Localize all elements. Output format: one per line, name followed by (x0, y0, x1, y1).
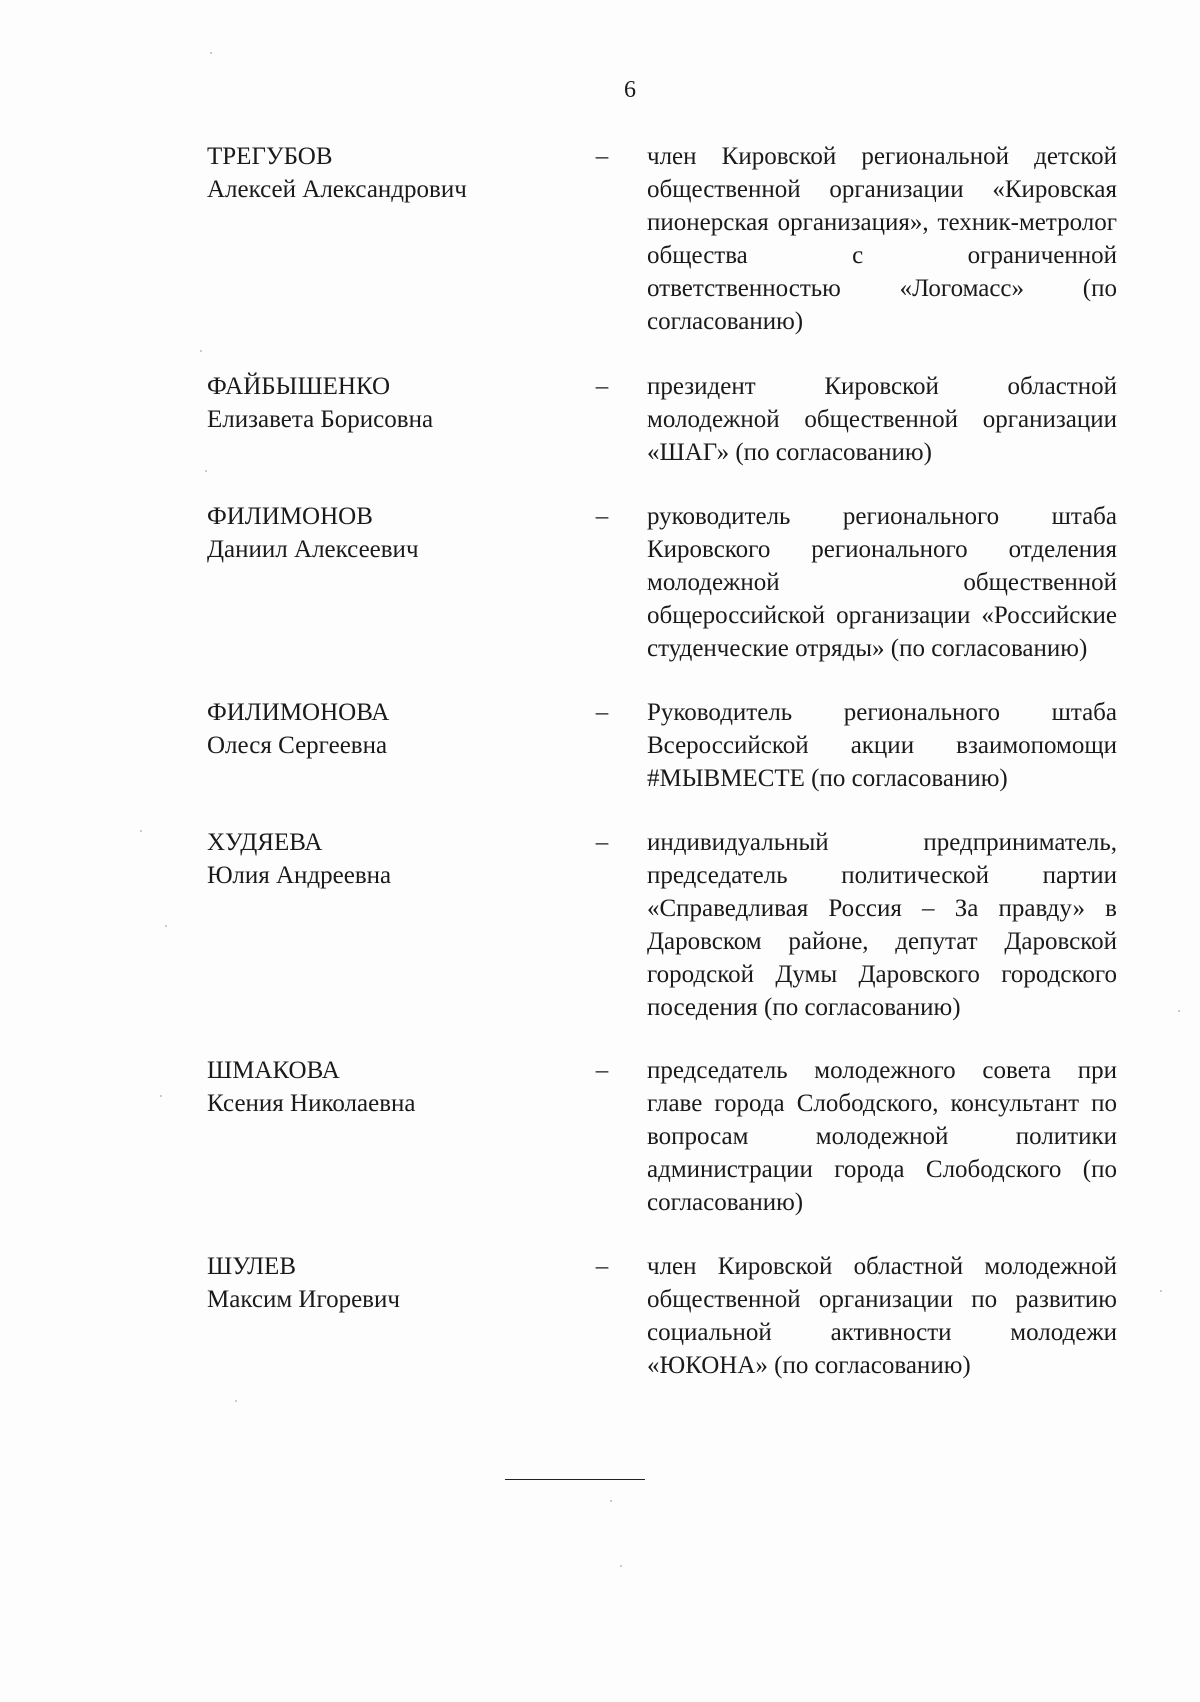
separator-dash: – (595, 503, 609, 530)
separator-dash: – (595, 1057, 609, 1084)
member-role: председатель молодежного совета при главе города Слободского, консультант по вопросам молодежной политики администрации города Слободского (по согласованию) (647, 1057, 1117, 1216)
member-given-names: Максим Игоревич (207, 1286, 400, 1313)
separator-dash: – (595, 829, 609, 856)
member-role: индивидуальный предприниматель, председатель политической партии «Справедливая Россия – За правду» в Даровском районе, депутат Даровской городской Думы Даровского городского поседения (по согласованию) (647, 829, 1117, 1021)
scan-speck (210, 52, 212, 54)
scan-speck (610, 1500, 612, 1502)
member-name (207, 500, 567, 566)
member-name (207, 140, 567, 206)
member-given-names: Олеся Сергеевна (207, 732, 388, 759)
member-role: Руководитель регионального штаба Всероссийской акции взаимопомощи #МЫВМЕСТЕ (по согласованию) (647, 699, 1117, 792)
member-name (207, 1250, 567, 1316)
scan-speck (1160, 1290, 1162, 1292)
member-given-names: Ксения Николаевна (207, 1090, 416, 1117)
page-number: 6 (624, 77, 636, 103)
separator-dash: – (595, 699, 609, 726)
member-surname: ХУДЯЕВА (207, 829, 323, 856)
member-given-names: Даниил Алексеевич (207, 536, 419, 563)
member-role: руководитель регионального штаба Кировского регионального отделения молодежной общественной общероссийской организации «Российские студенческие отряды» (по согласованию) (647, 503, 1117, 662)
member-given-names: Елизавета Борисовна (207, 406, 434, 433)
member-role: член Кировской региональной детской общественной организации «Кировская пионерская организация», техник-метролог общества с ограниченной ответственностью «Логомасс» (по согласованию) (647, 143, 1117, 335)
member-role: член Кировской областной молодежной общественной организации по развитию социальной активности молодежи «ЮКОНА» (по согласованию) (647, 1253, 1117, 1379)
separator-dash: – (595, 143, 609, 170)
member-surname: ШУЛЕВ (207, 1253, 297, 1280)
separator-dash: – (595, 1253, 609, 1280)
scan-speck (165, 925, 167, 927)
member-role: президент Кировской областной молодежной общественной организации «ШАГ» (по согласованию) (647, 373, 1117, 466)
member-name (207, 1054, 567, 1120)
scan-speck (235, 1400, 237, 1402)
member-surname: ШМАКОВА (207, 1057, 340, 1084)
scan-speck (205, 470, 207, 472)
member-given-names: Алексей Александрович (207, 176, 467, 203)
member-surname: ФИЛИМОНОВА (207, 699, 390, 726)
end-of-list-rule (505, 1479, 645, 1480)
member-name (207, 826, 567, 892)
member-surname: ФАЙБЫШЕНКО (207, 373, 391, 400)
member-surname: ТРЕГУБОВ (207, 143, 333, 170)
scan-speck (1178, 1010, 1180, 1012)
member-name (207, 696, 567, 762)
scan-speck (160, 1095, 162, 1097)
scan-speck (140, 830, 142, 832)
member-surname: ФИЛИМОНОВ (207, 503, 373, 530)
scan-speck (200, 350, 202, 352)
separator-dash: – (595, 373, 609, 400)
member-given-names: Юлия Андреевна (207, 862, 392, 889)
member-name (207, 370, 567, 436)
scan-speck (620, 1565, 622, 1567)
